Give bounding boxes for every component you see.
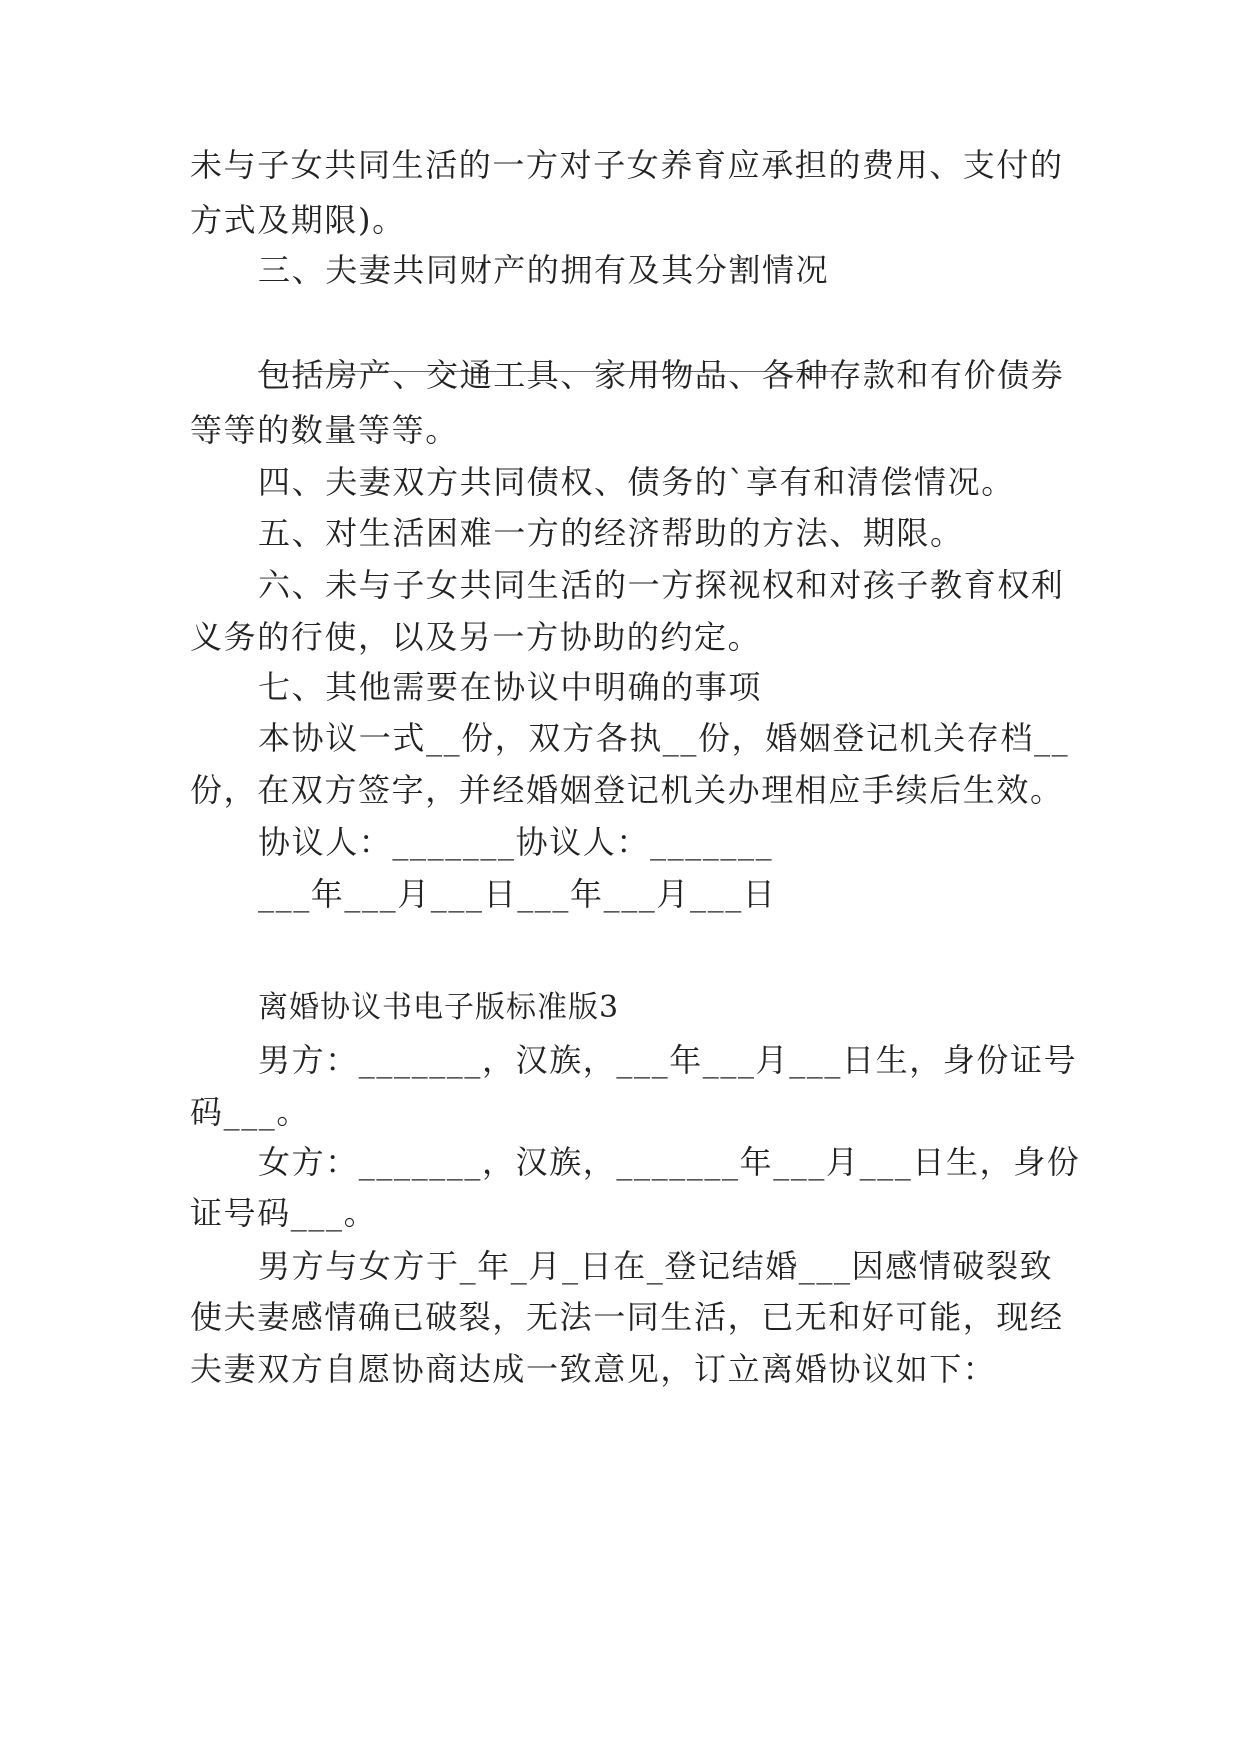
male-party-line: 男方：_______，汉族，___年___月___日生，身份证号 (258, 1041, 1078, 1079)
marriage-statement-line: 夫妻双方自愿协商达成一致意见，订立离婚协议如下： (190, 1350, 997, 1388)
copies-clause-line: 份，在双方签字，并经婚姻登记机关办理相应手续后生效。 (190, 771, 1064, 809)
property-note-line: 包括房产、交通工具、家用物品、各种存款和有价债券 (258, 356, 1065, 394)
female-party-line: 证号码___。 (190, 1194, 378, 1232)
property-note-line: 等等的数量等等。 (190, 411, 459, 449)
clause-6-line: 义务的行使，以及另一方协助的约定。 (190, 618, 762, 656)
clause-7: 七、其他需要在协议中明确的事项 (258, 668, 763, 706)
clause-4: 四、夫妻双方共同债权、债务的`享有和清偿情况。 (258, 463, 1015, 501)
clause-3-heading: 三、夫妻共同财产的拥有及其分割情况 (258, 251, 830, 289)
marriage-statement-line: 男方与女方于_年_月_日在_登记结婚___因感情破裂致 (258, 1247, 1054, 1285)
marriage-statement-line: 使夫妻感情确已破裂，无法一同生活，已无和好可能，现经 (190, 1298, 1064, 1336)
copies-clause-line: 本协议一式__份，双方各执__份，婚姻登记机关存档__ (258, 719, 1070, 757)
male-party-line: 码___。 (190, 1093, 311, 1131)
clause-5: 五、对生活困难一方的经济帮助的方法、期限。 (258, 514, 964, 552)
female-party-line: 女方：_______，汉族，_______年___月___日生，身份 (258, 1143, 1081, 1181)
signatories: 协议人：_______协议人：_______ (258, 823, 774, 861)
section-title: 离婚协议书电子版标准版3 (258, 990, 620, 1025)
continued-paragraph-line: 未与子女共同生活的一方对子女养育应承担的费用、支付的 (190, 146, 1064, 184)
clause-6-line: 六、未与子女共同生活的一方探视权和对孩子教育权利 (258, 566, 1065, 604)
continued-paragraph-line: 方式及期限)。 (190, 201, 406, 239)
signing-dates: ___年___月___日___年___月___日 (258, 875, 777, 913)
